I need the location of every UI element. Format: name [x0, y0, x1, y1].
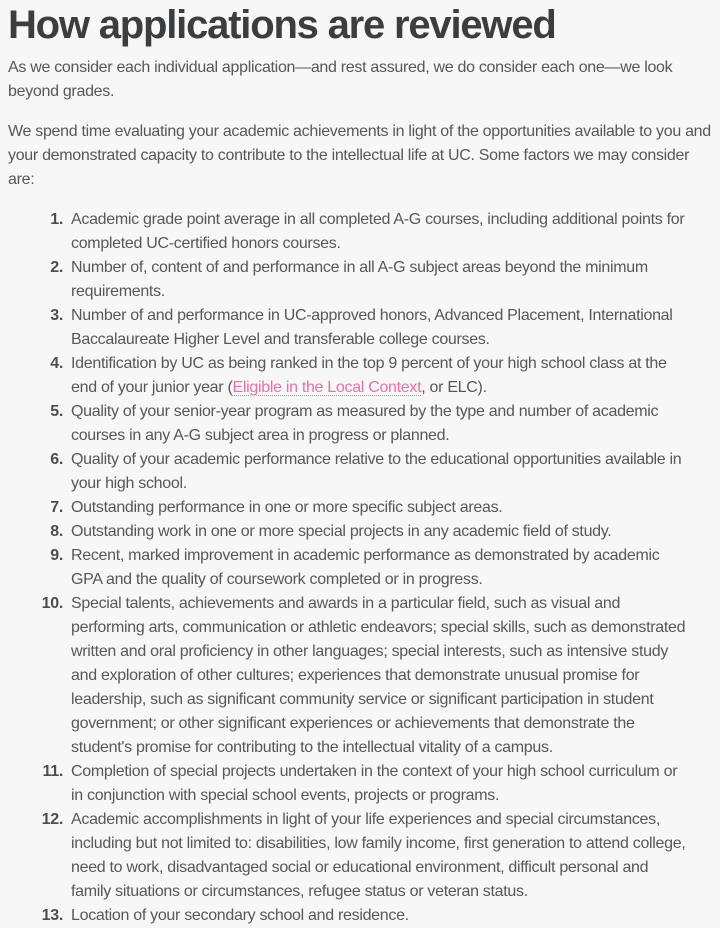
- list-item-number: 9.: [50, 547, 63, 564]
- list-item-number: 11.: [42, 763, 63, 780]
- list-item-text: Number of, content of and performance in all A-G subject areas beyond the minimum requirements.: [71, 259, 648, 300]
- list-item-number: 4.: [50, 355, 63, 372]
- list-item: [8, 904, 711, 928]
- list-item-text: Academic grade point average in all completed A-G courses, including additional points for completed UC-certified honors courses.: [71, 211, 685, 252]
- list-item: [8, 400, 711, 448]
- list-item: [8, 496, 711, 520]
- eligible-local-context-link[interactable]: Eligible in the Local Context: [232, 379, 422, 396]
- list-item-text: Outstanding performance in one or more specific subject areas.: [71, 499, 503, 516]
- list-item-number: 13.: [41, 907, 63, 924]
- intro-paragraph-2: We spend time evaluating your academic achievements in light of the opportunities available to you and your demonstrated capacity to contribute to the intellectual life at UC. Some factors we may consider are:: [8, 123, 711, 188]
- list-item: [8, 544, 711, 592]
- list-item-number: 7.: [50, 499, 63, 516]
- list-item-text: Special talents, achievements and awards in a particular field, such as visual and performing arts, communication or athletic endeavors; special skills, such as demonstrated written and oral proficiency in other languages; special interests, such as intensive study and exploration of other cultures; experiences that demonstrate unusual promise for leadership, such as significant community service or significant participation in student government; or other significant experiences or achievements that demonstrate the student's promise for contributing to the intellectual vitality of a campus.: [71, 595, 686, 756]
- list-item-text: Identification by UC as being ranked in the top 9 percent of your high school class at the end of your junior year (Eligible in the Local Context, or ELC).: [71, 355, 667, 396]
- list-item: [8, 352, 711, 400]
- list-item-text: Location of your secondary school and residence.: [71, 907, 409, 924]
- list-item-text: Quality of your senior-year program as measured by the type and number of academic courses in any A-G subject area in progress or planned.: [71, 403, 659, 444]
- list-item-number: 3.: [50, 307, 63, 324]
- list-item: [8, 808, 711, 904]
- intro-paragraph-1: As we consider each individual application—and rest assured, we do consider each one—we look beyond grades.: [8, 59, 673, 100]
- list-item: [8, 520, 711, 544]
- factors-list: [8, 208, 711, 928]
- list-item-number: 12.: [41, 811, 63, 828]
- list-item-number: 10.: [41, 595, 63, 612]
- list-item-text: Number of and performance in UC-approved honors, Advanced Placement, International Baccalaureate Higher Level and transferable college courses.: [71, 307, 673, 348]
- list-item-number: 1.: [50, 211, 63, 228]
- list-item-text: Outstanding work in one or more special projects in any academic field of study.: [71, 523, 612, 540]
- list-item: [8, 256, 711, 304]
- list-item: [8, 208, 711, 256]
- list-item-number: 2.: [50, 259, 63, 276]
- page-title: How applications are reviewed: [8, 3, 556, 47]
- list-item-text: Quality of your academic performance relative to the educational opportunities available in your high school.: [71, 451, 682, 492]
- list-item-text: Completion of special projects undertaken in the context of your high school curriculum or in conjunction with special school events, projects or programs.: [71, 763, 678, 804]
- list-item-number: 6.: [50, 451, 63, 468]
- list-item: [8, 304, 711, 352]
- list-item-text: Recent, marked improvement in academic performance as demonstrated by academic GPA and the quality of coursework completed or in progress.: [71, 547, 660, 588]
- list-item: [8, 448, 711, 496]
- list-item: [8, 760, 711, 808]
- list-item: [8, 592, 711, 760]
- list-item-number: 8.: [50, 523, 63, 540]
- list-item-text: Academic accomplishments in light of your life experiences and special circumstances, including but not limited to: disabilities, low family income, first generation to attend college, need to work, disadvantaged social or educational environment, difficult personal and family situations or circumstances, refugee status or veteran status.: [71, 811, 686, 900]
- list-item-number: 5.: [50, 403, 63, 420]
